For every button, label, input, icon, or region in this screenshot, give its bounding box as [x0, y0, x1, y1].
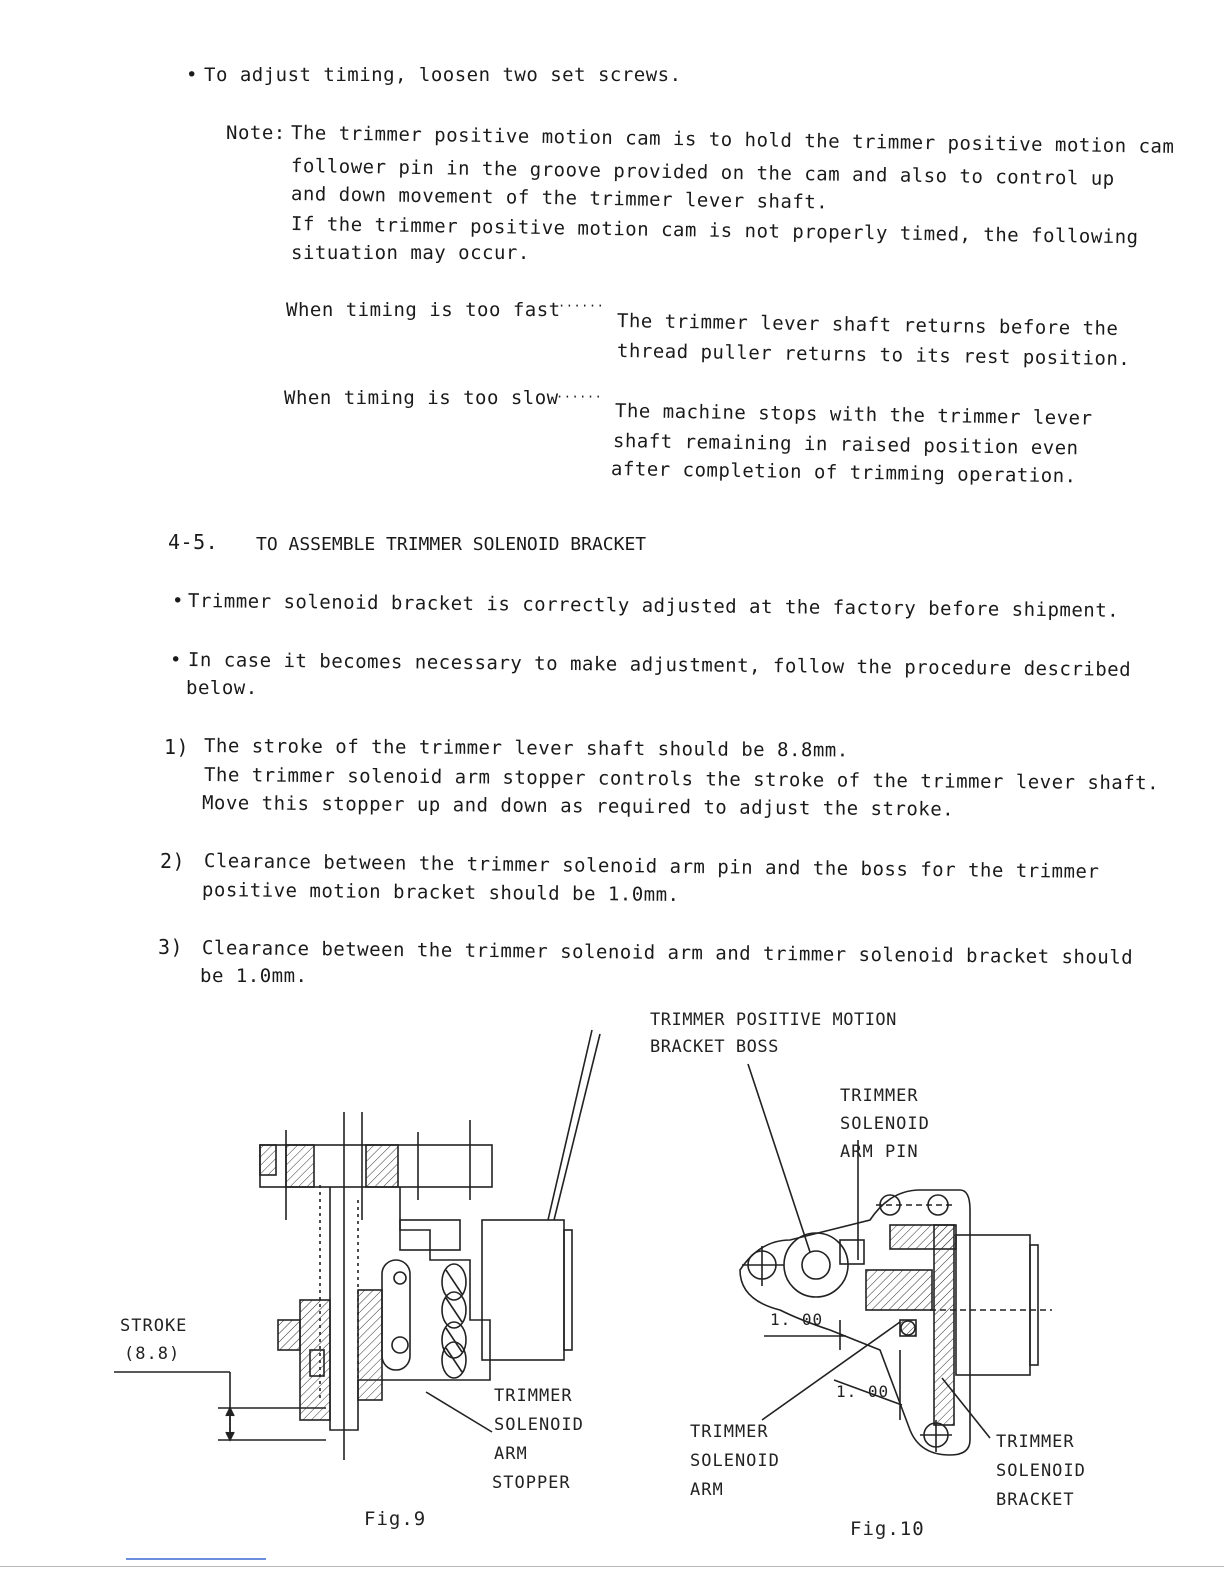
bullet-dot: •	[170, 649, 182, 671]
fig10-pin-label-3: ARM PIN	[840, 1142, 919, 1162]
fig9-caption: Fig.9	[364, 1508, 427, 1530]
timing-slow-text-3: after completion of trimming operation.	[610, 458, 1077, 488]
timing-fast-text-2: thread puller returns to its rest position.	[616, 340, 1131, 371]
step-1-line-2: The trimmer solenoid arm stopper controls the stroke of the trimmer lever shaft.	[203, 764, 1160, 795]
fig10-boss-label-2: BRACKET BOSS	[650, 1037, 779, 1057]
fig10-arm-label-1: TRIMMER	[690, 1422, 769, 1442]
step-2-line-2: positive motion bracket should be 1.0mm.	[201, 879, 680, 907]
note-line-1: The trimmer positive motion cam is to hold the trimmer positive motion cam	[290, 122, 1175, 158]
fig9-stopper-label-4: STOPPER	[492, 1473, 571, 1493]
note-line-4: If the trimmer positive motion cam is not properly timed, the following	[290, 213, 1139, 249]
step-2-number: 2)	[160, 849, 186, 873]
fig9-stroke-label: STROKE	[120, 1316, 188, 1336]
step-3-number: 3)	[158, 935, 184, 959]
bullet-2-text-2: below.	[186, 677, 258, 699]
timing-slow-text-2: shaft remaining in raised position even	[612, 430, 1079, 460]
note-line-2: follower pin in the groove provided on the cam and also to control up	[290, 155, 1115, 190]
step-2-line-1: Clearance between the trimmer solenoid arm pin and the boss for the trimmer	[203, 850, 1100, 883]
scan-mark	[126, 1558, 266, 1560]
step-3-line-2: be 1.0mm.	[200, 965, 308, 987]
timing-fast-text-1: The trimmer lever shaft returns before the	[616, 310, 1119, 340]
fig10-arm-label-2: SOLENOID	[690, 1451, 780, 1471]
timing-slow-label: When timing is too slow	[284, 387, 559, 409]
bullet-2-text-1: In case it becomes necessary to make adjustment, follow the procedure described	[187, 649, 1132, 681]
fig10-bracket-label-2: SOLENOID	[996, 1461, 1086, 1481]
fig9-stopper-label-2: SOLENOID	[494, 1415, 584, 1435]
note-line-5: situation may occur.	[291, 242, 530, 264]
fig9-stroke-value: (8.8)	[124, 1344, 181, 1364]
step-3-line-1: Clearance between the trimmer solenoid arm and trimmer solenoid bracket should	[201, 937, 1134, 969]
bullet-1-text: Trimmer solenoid bracket is correctly adjusted at the factory before shipment.	[187, 590, 1120, 622]
fig10-bracket-label-1: TRIMMER	[996, 1432, 1075, 1452]
section-number: 4-5.	[168, 530, 219, 554]
fig10-pin-label-1: TRIMMER	[840, 1086, 919, 1106]
fig10-pin-label-2: SOLENOID	[840, 1114, 930, 1134]
fig10-caption: Fig.10	[850, 1518, 925, 1540]
note-label: Note:	[226, 122, 286, 144]
bullet-dot: •	[172, 590, 184, 612]
step-1-line-1: The stroke of the trimmer lever shaft should be 8.8mm.	[203, 735, 849, 762]
bullet-dot: •	[186, 64, 198, 86]
step-1-number: 1)	[164, 735, 190, 759]
timing-fast-leader: ······	[558, 299, 605, 313]
fig9-stopper-label-3: ARM	[494, 1444, 528, 1464]
fig10-dim-arm-bracket: 1. 00	[836, 1382, 890, 1401]
fig9-stopper-label-1: TRIMMER	[494, 1386, 573, 1406]
timing-slow-leader: ······	[556, 390, 603, 404]
timing-fast-label: When timing is too fast	[286, 299, 561, 321]
fig10-arm-label-3: ARM	[690, 1480, 724, 1500]
adjust-timing-text: To adjust timing, loosen two set screws.	[204, 64, 682, 86]
fig9-drawing	[100, 1020, 640, 1520]
note-line-3: and down movement of the trimmer lever shaft.	[290, 183, 829, 214]
fig10-dim-arm-pin: 1. 00	[770, 1310, 824, 1329]
section-title: TO ASSEMBLE TRIMMER SOLENOID BRACKET	[256, 534, 647, 555]
timing-slow-text-1: The machine stops with the trimmer lever	[614, 400, 1093, 430]
page-bottom-edge	[0, 1566, 1224, 1567]
step-1-line-3: Move this stopper up and down as required to adjust the stroke.	[201, 792, 955, 821]
fig10-boss-label-1: TRIMMER POSITIVE MOTION	[650, 1010, 897, 1030]
fig10-bracket-label-3: BRACKET	[996, 1490, 1075, 1510]
